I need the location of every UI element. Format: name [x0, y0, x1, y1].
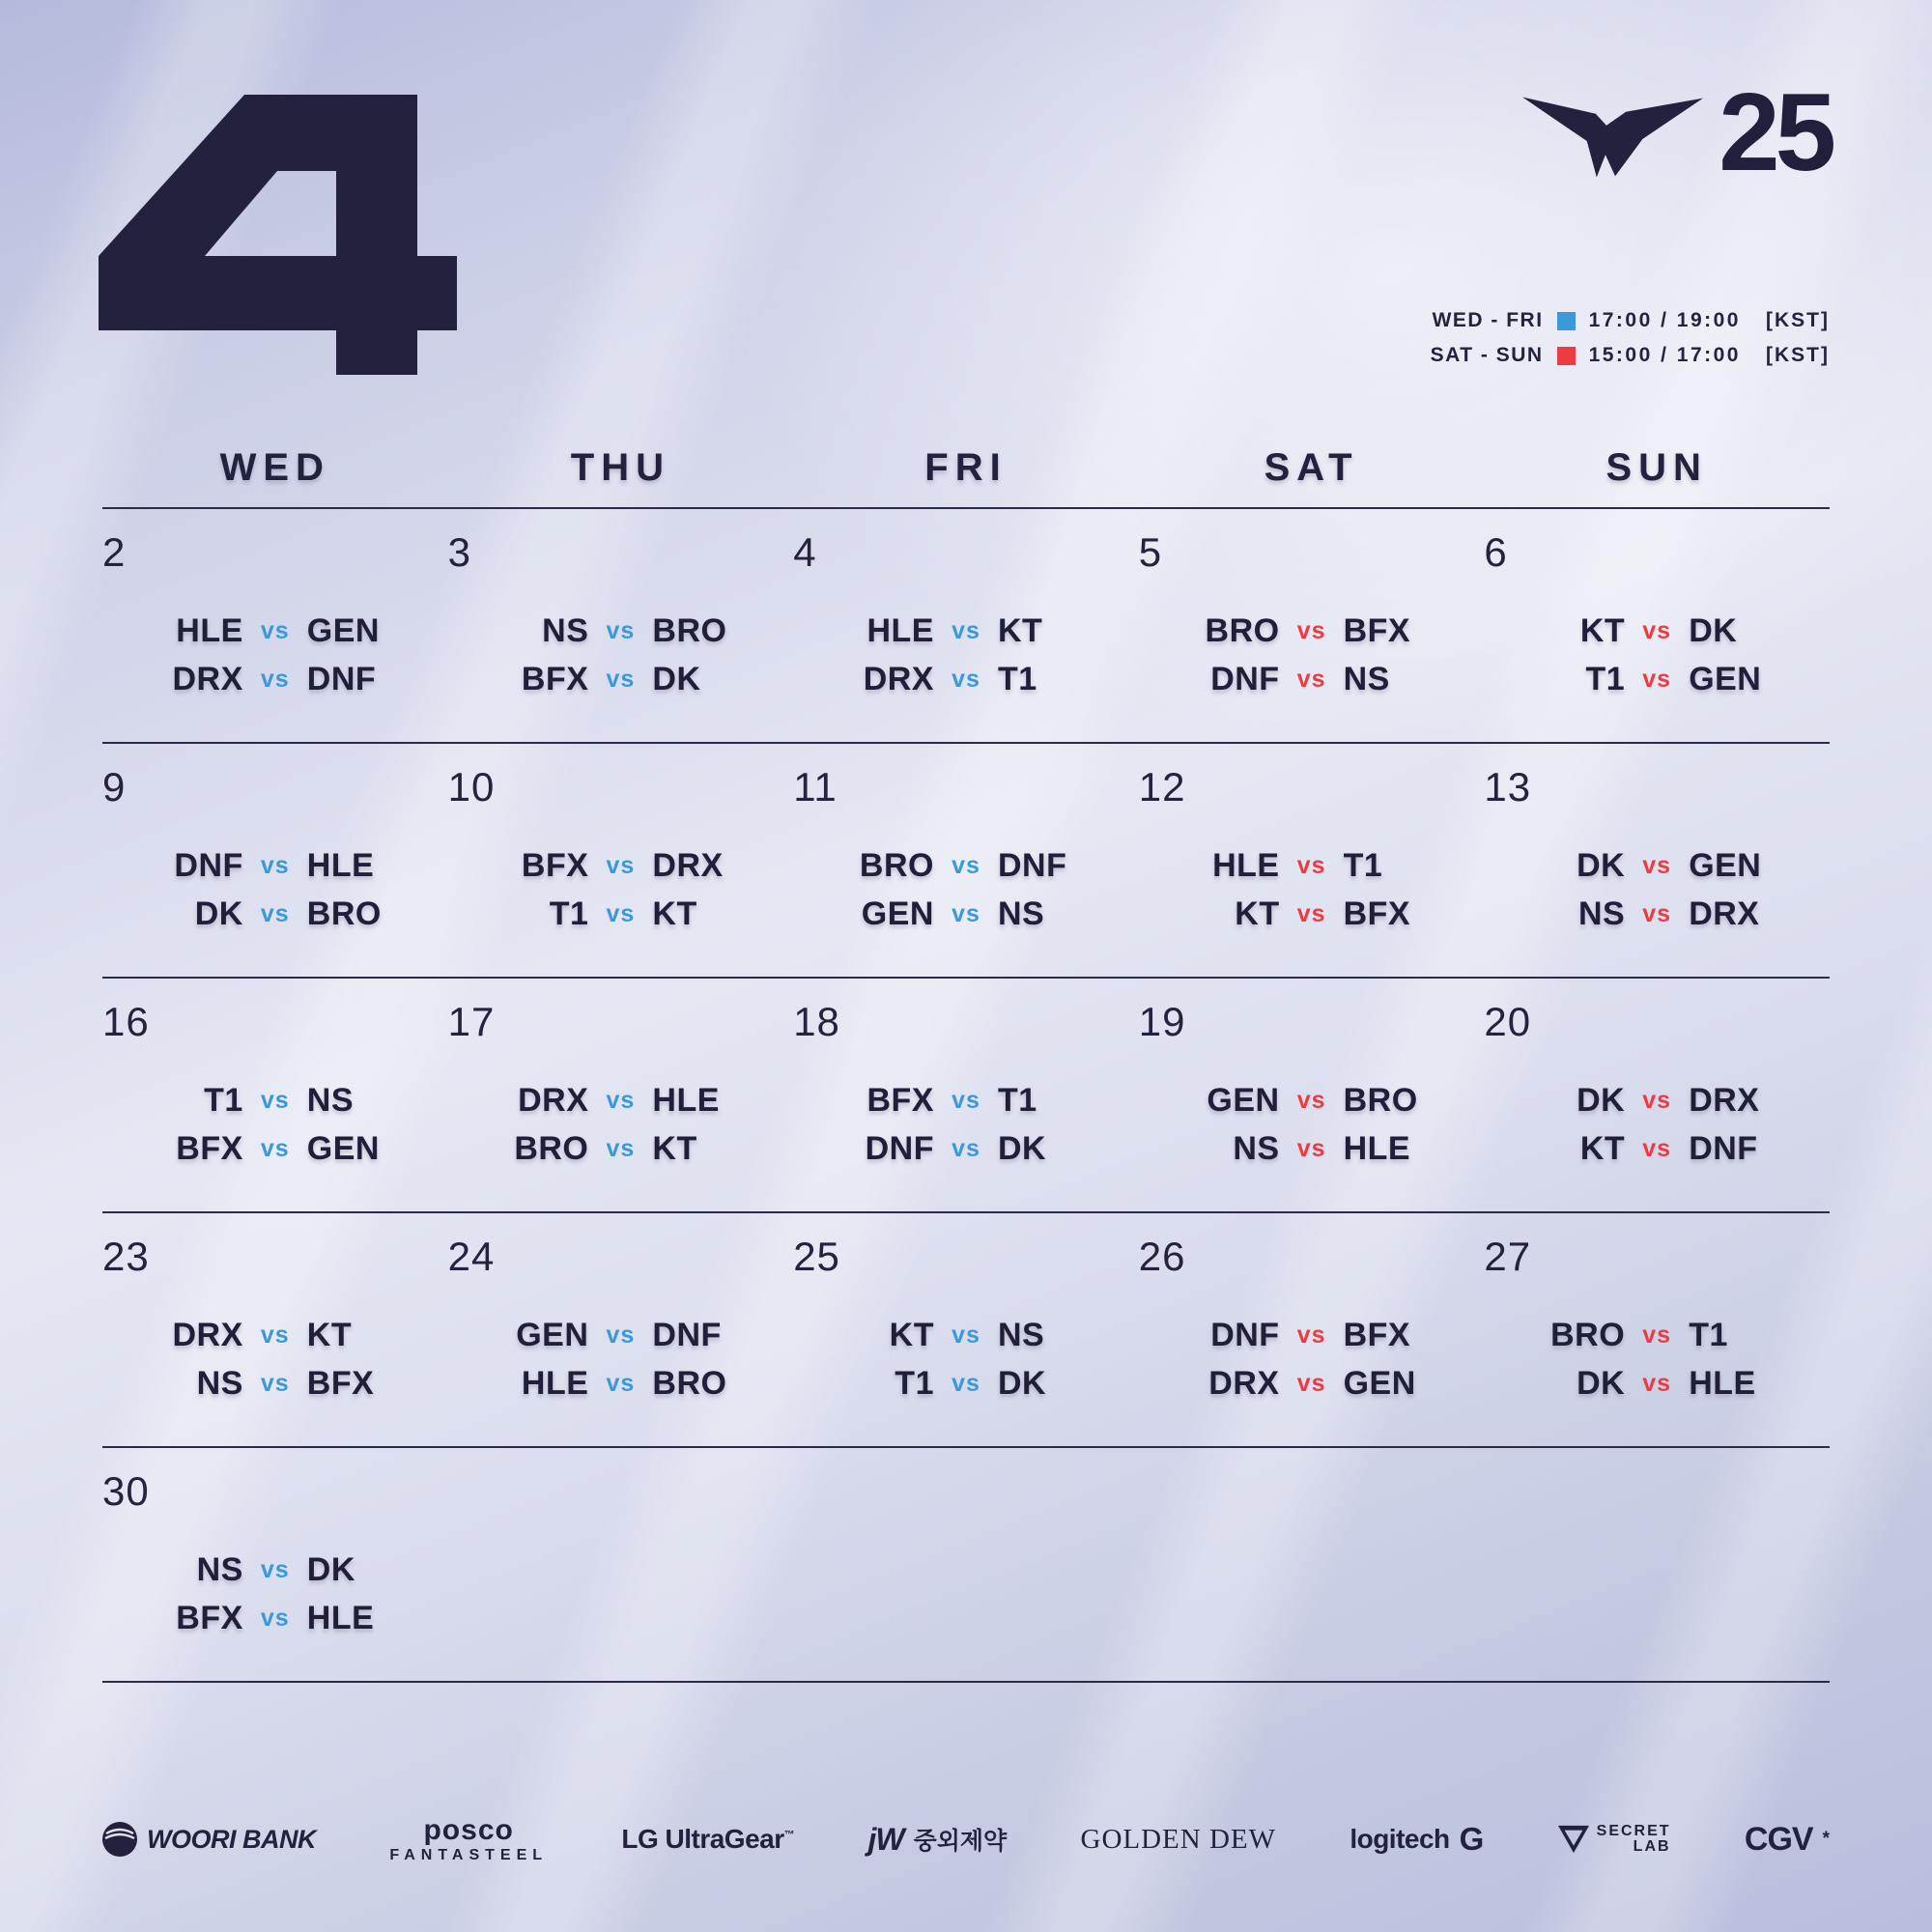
- vs-label: vs: [260, 1321, 290, 1349]
- team-right: DRX: [1689, 895, 1760, 933]
- golden-dew-wordmark: GOLDEN DEW: [1080, 1823, 1276, 1855]
- match-list: [1139, 613, 1485, 698]
- match-row: [1484, 662, 1830, 697]
- day-cell: [1139, 509, 1485, 742]
- vs-label: vs: [1296, 851, 1326, 879]
- team-left: BRO: [1205, 612, 1280, 649]
- team-left: KT: [889, 1317, 934, 1353]
- team-right: T1: [1689, 1317, 1728, 1353]
- date-label: 3: [447, 529, 471, 575]
- vs-label: vs: [952, 1086, 980, 1114]
- secretlab-wordmark-line2: LAB: [1633, 1838, 1671, 1855]
- weekday-header-fri: FRI: [924, 446, 1008, 489]
- team-left: DRX: [172, 661, 243, 698]
- match-row: [102, 1318, 448, 1353]
- match-row: [448, 1131, 794, 1167]
- team-left: HLE: [176, 612, 243, 649]
- team-left: DK: [194, 895, 243, 933]
- match-row: [1484, 1318, 1830, 1353]
- date-label: 20: [1484, 999, 1532, 1044]
- schedule-calendar: [102, 446, 1830, 1683]
- team-left: BRO: [859, 847, 934, 884]
- date-label: 26: [1138, 1234, 1186, 1279]
- posco-wordmark: posco: [423, 1813, 514, 1846]
- day-cell: [1484, 744, 1830, 977]
- trademark-symbol: ™: [783, 1829, 795, 1841]
- woori-bank-wordmark: WOORI BANK: [147, 1824, 316, 1854]
- lg-mark: LG: [621, 1824, 659, 1854]
- week-row: [102, 1448, 1830, 1683]
- date-label: 2: [102, 529, 127, 575]
- match-row: [793, 848, 1139, 884]
- match-list: [102, 613, 448, 698]
- date-label: 6: [1484, 529, 1508, 575]
- match-list: [102, 1552, 448, 1637]
- match-list: [1139, 848, 1485, 933]
- day-cell: [793, 979, 1139, 1211]
- team-right: KT: [306, 1317, 353, 1353]
- vs-label: vs: [1642, 1086, 1672, 1114]
- vs-label: vs: [1642, 1135, 1672, 1163]
- sponsor-logo-logitech-g: [1350, 1821, 1484, 1858]
- match-list: [793, 1318, 1139, 1403]
- vs-label: vs: [260, 1086, 290, 1114]
- legend-days-label: WED - FRI: [1432, 309, 1544, 331]
- day-cell: [793, 1213, 1139, 1446]
- vs-label: vs: [260, 1135, 290, 1163]
- team-right: DK: [306, 1551, 355, 1588]
- match-list: [1484, 613, 1830, 698]
- match-row: [102, 1552, 448, 1588]
- day-cell: [102, 509, 448, 742]
- match-list: [1484, 1083, 1830, 1168]
- match-list: [102, 848, 448, 933]
- match-list: [1139, 1318, 1485, 1403]
- match-row: [793, 1083, 1139, 1119]
- legend-times-label: 17:00 / 19:00: [1588, 309, 1741, 331]
- match-row: [1484, 848, 1830, 884]
- vs-label: vs: [1296, 616, 1326, 644]
- team-right: DK: [652, 661, 701, 698]
- match-row: [793, 1318, 1139, 1353]
- vs-label: vs: [1642, 900, 1672, 928]
- team-right: HLE: [306, 1600, 375, 1637]
- sponsor-bar: [102, 1793, 1830, 1886]
- match-row: [448, 613, 794, 649]
- sponsor-logo-golden-dew: [1081, 1824, 1276, 1856]
- team-left: KT: [1235, 895, 1280, 933]
- legend-row-weekend: [1430, 344, 1830, 367]
- vs-label: vs: [260, 1555, 290, 1583]
- day-cell: [102, 1213, 448, 1446]
- week-row: [102, 744, 1830, 979]
- team-right: HLE: [652, 1082, 720, 1119]
- team-right: HLE: [1689, 1365, 1756, 1403]
- team-right: NS: [306, 1082, 355, 1119]
- weekday-header-row: [102, 446, 1830, 509]
- legend-timezone-label: [KST]: [1766, 309, 1830, 331]
- team-right: GEN: [1343, 1365, 1416, 1403]
- team-right: T1: [997, 1082, 1037, 1119]
- vs-label: vs: [606, 900, 636, 928]
- team-right: BRO: [652, 612, 727, 649]
- day-cell: [102, 744, 448, 977]
- vs-label: vs: [606, 1086, 636, 1114]
- team-left: GEN: [861, 895, 934, 933]
- team-left: DNF: [1210, 1317, 1280, 1353]
- team-right: HLE: [306, 847, 375, 884]
- match-row: [793, 613, 1139, 649]
- sponsor-logo-lg-ultragear: [621, 1824, 794, 1855]
- team-left: NS: [542, 612, 589, 649]
- team-left: NS: [1233, 1130, 1280, 1168]
- match-row: [1139, 848, 1485, 884]
- date-label: 4: [793, 529, 817, 575]
- logo-year-label: 25: [1719, 71, 1832, 194]
- match-row: [102, 613, 448, 649]
- vs-label: vs: [1296, 900, 1326, 928]
- date-label: 13: [1484, 764, 1532, 810]
- team-left: HLE: [867, 612, 934, 649]
- date-label: 11: [793, 764, 838, 810]
- vs-label: vs: [1642, 851, 1672, 879]
- team-right: DK: [1689, 612, 1738, 649]
- sponsor-logo-jw-pharma: [867, 1822, 1007, 1858]
- match-list: [102, 1083, 448, 1168]
- date-label: 23: [102, 1234, 150, 1279]
- date-label: 25: [793, 1234, 840, 1279]
- legend-color-swatch-blue: [1557, 312, 1576, 330]
- vs-label: vs: [260, 1370, 290, 1398]
- secretlab-triangle-icon: [1558, 1825, 1589, 1854]
- match-row: [1484, 1083, 1830, 1119]
- team-left: DK: [1577, 1082, 1626, 1119]
- team-left: GEN: [516, 1317, 589, 1353]
- team-right: T1: [1343, 847, 1383, 884]
- jw-korean-wordmark: 중외제약: [913, 1828, 1008, 1855]
- team-right: NS: [1343, 661, 1390, 698]
- team-left: DNF: [865, 1130, 934, 1168]
- vs-label: vs: [260, 616, 290, 644]
- match-row: [793, 1366, 1139, 1402]
- day-cell: [793, 1448, 1139, 1681]
- match-list: [102, 1318, 448, 1403]
- team-right: KT: [652, 895, 697, 933]
- team-right: DRX: [1689, 1082, 1760, 1119]
- team-left: KT: [1579, 612, 1626, 649]
- match-row: [793, 1131, 1139, 1167]
- weekday-header-thu: THU: [570, 446, 670, 489]
- team-right: GEN: [306, 612, 380, 649]
- team-left: BFX: [176, 1130, 243, 1168]
- team-right: DNF: [1689, 1130, 1758, 1168]
- month-numeral-4: [99, 95, 457, 375]
- vs-label: vs: [952, 1370, 980, 1398]
- vs-label: vs: [606, 1135, 636, 1163]
- vs-label: vs: [260, 666, 290, 694]
- vs-label: vs: [1296, 1135, 1326, 1163]
- day-cell: [448, 1213, 794, 1446]
- date-label: 27: [1484, 1234, 1532, 1279]
- match-row: [1484, 1131, 1830, 1167]
- vs-label: vs: [606, 1370, 636, 1398]
- cgv-star-mark: *: [1822, 1829, 1830, 1849]
- vs-label: vs: [1296, 1370, 1326, 1398]
- team-left: DK: [1577, 847, 1626, 884]
- match-list: [793, 613, 1139, 698]
- weekday-header-wed: WED: [219, 446, 330, 489]
- day-cell: [1484, 1213, 1830, 1446]
- match-row: [448, 896, 794, 932]
- vs-label: vs: [1296, 1086, 1326, 1114]
- match-row: [448, 1318, 794, 1353]
- match-list: [1484, 848, 1830, 933]
- team-left: DNF: [174, 847, 243, 884]
- vs-label: vs: [606, 851, 636, 879]
- match-row: [102, 1366, 448, 1402]
- vs-label: vs: [952, 1135, 980, 1163]
- cgv-wordmark: CGV: [1744, 1820, 1813, 1858]
- vs-label: vs: [1296, 666, 1326, 694]
- date-label: 16: [102, 999, 150, 1044]
- team-left: DRX: [863, 661, 934, 698]
- team-left: DRX: [518, 1082, 589, 1119]
- logitech-g-mark: G: [1459, 1821, 1485, 1857]
- team-right: BRO: [652, 1365, 727, 1403]
- match-row: [793, 662, 1139, 697]
- day-cell: [102, 1448, 448, 1681]
- match-row: [793, 896, 1139, 932]
- team-right: NS: [997, 895, 1045, 933]
- team-left: KT: [1579, 1130, 1626, 1168]
- match-list: [448, 848, 794, 933]
- team-left: T1: [549, 895, 589, 933]
- match-time-legend: [1430, 309, 1830, 367]
- sponsor-logo-posco-fantasteel: [389, 1813, 549, 1863]
- week-row: [102, 1213, 1830, 1448]
- day-cell: [793, 509, 1139, 742]
- date-label: 5: [1138, 529, 1163, 575]
- team-right: BRO: [306, 895, 382, 933]
- team-left: DK: [1577, 1365, 1626, 1403]
- week-row: [102, 509, 1830, 744]
- sponsor-logo-woori-bank: [102, 1822, 316, 1857]
- team-left: BFX: [176, 1600, 243, 1637]
- day-cell: [793, 744, 1139, 977]
- vs-label: vs: [260, 1605, 290, 1633]
- date-label: 24: [447, 1234, 496, 1279]
- vs-label: vs: [606, 1321, 636, 1349]
- vs-label: vs: [606, 666, 636, 694]
- match-row: [102, 1601, 448, 1636]
- match-row: [448, 1083, 794, 1119]
- team-left: T1: [1585, 661, 1626, 698]
- vs-label: vs: [952, 616, 980, 644]
- weekday-header-sun: SUN: [1605, 446, 1708, 489]
- team-left: GEN: [1207, 1082, 1280, 1119]
- team-left: BRO: [514, 1130, 589, 1168]
- vs-label: vs: [952, 851, 980, 879]
- week-row: [102, 979, 1830, 1213]
- vs-label: vs: [952, 900, 980, 928]
- team-right: T1: [997, 661, 1037, 698]
- team-right: KT: [652, 1130, 697, 1168]
- vs-label: vs: [1642, 1370, 1672, 1398]
- vs-label: vs: [260, 851, 290, 879]
- team-right: DNF: [652, 1317, 722, 1353]
- team-left: BFX: [521, 847, 589, 884]
- logitech-wordmark: logitech: [1350, 1824, 1450, 1854]
- date-label: 19: [1138, 999, 1186, 1044]
- match-row: [1139, 1366, 1485, 1402]
- weekday-header-sat: SAT: [1264, 446, 1359, 489]
- league-logo: [1521, 71, 1832, 194]
- match-row: [102, 1131, 448, 1167]
- match-row: [1139, 613, 1485, 649]
- team-right: BFX: [306, 1365, 375, 1403]
- match-list: [793, 848, 1139, 933]
- match-row: [1484, 896, 1830, 932]
- day-cell: [1139, 979, 1485, 1211]
- date-label: 12: [1138, 764, 1186, 810]
- vs-label: vs: [1296, 1321, 1326, 1349]
- team-right: DK: [997, 1365, 1047, 1403]
- vs-label: vs: [260, 900, 290, 928]
- match-list: [793, 1083, 1139, 1168]
- legend-color-swatch-red: [1557, 347, 1576, 365]
- team-right: GEN: [1689, 661, 1762, 698]
- team-right: BFX: [1343, 1317, 1411, 1353]
- team-right: BFX: [1343, 895, 1411, 933]
- day-cell: [448, 509, 794, 742]
- team-left: NS: [196, 1551, 243, 1588]
- team-left: HLE: [1212, 847, 1280, 884]
- legend-days-label: SAT - SUN: [1430, 344, 1544, 366]
- team-right: NS: [997, 1317, 1045, 1353]
- team-left: HLE: [521, 1365, 589, 1403]
- lck-bird-icon: [1521, 96, 1703, 179]
- date-label: 17: [447, 999, 496, 1044]
- day-cell: [1139, 1213, 1485, 1446]
- team-left: DRX: [1208, 1365, 1280, 1403]
- match-row: [102, 848, 448, 884]
- day-cell: [1139, 1448, 1485, 1681]
- team-right: DRX: [652, 847, 724, 884]
- match-row: [448, 848, 794, 884]
- vs-label: vs: [952, 1321, 980, 1349]
- calendar-weeks: [102, 509, 1830, 1683]
- ultragear-wordmark: UltraGear: [665, 1824, 784, 1854]
- secretlab-wordmark-line1: SECRET: [1596, 1823, 1671, 1839]
- match-list: [1139, 1083, 1485, 1168]
- vs-label: vs: [606, 616, 636, 644]
- team-left: T1: [895, 1365, 934, 1403]
- day-cell: [1139, 744, 1485, 977]
- date-label: 9: [102, 764, 127, 810]
- team-right: BRO: [1343, 1082, 1418, 1119]
- team-left: BFX: [521, 661, 589, 698]
- day-cell: [102, 979, 448, 1211]
- team-left: DRX: [172, 1317, 243, 1353]
- woori-bank-icon: [102, 1822, 137, 1857]
- legend-row-weekday: [1430, 309, 1830, 332]
- sponsor-logo-cgv: [1745, 1821, 1830, 1859]
- vs-label: vs: [1642, 1321, 1672, 1349]
- date-label: 30: [102, 1468, 150, 1514]
- day-cell: [448, 979, 794, 1211]
- vs-label: vs: [952, 666, 980, 694]
- team-right: BFX: [1343, 612, 1411, 649]
- team-right: GEN: [1689, 847, 1762, 884]
- match-row: [1139, 896, 1485, 932]
- match-row: [1484, 613, 1830, 649]
- match-list: [448, 613, 794, 698]
- match-row: [102, 896, 448, 932]
- day-cell: [1484, 509, 1830, 742]
- date-label: 18: [793, 999, 840, 1044]
- day-cell: [1484, 979, 1830, 1211]
- match-list: [448, 1083, 794, 1168]
- team-right: HLE: [1343, 1130, 1411, 1168]
- day-cell: [1484, 1448, 1830, 1681]
- match-row: [102, 1083, 448, 1119]
- match-row: [1139, 662, 1485, 697]
- team-right: DNF: [997, 847, 1067, 884]
- team-left: T1: [204, 1082, 243, 1119]
- day-cell: [448, 1448, 794, 1681]
- match-row: [1139, 1131, 1485, 1167]
- match-row: [448, 1366, 794, 1402]
- date-label: 10: [447, 764, 496, 810]
- team-left: NS: [196, 1365, 243, 1403]
- match-row: [102, 662, 448, 697]
- match-row: [1139, 1083, 1485, 1119]
- team-right: GEN: [306, 1130, 380, 1168]
- team-left: NS: [1577, 895, 1626, 933]
- team-right: DK: [997, 1130, 1047, 1168]
- sponsor-logo-secretlab: [1558, 1824, 1671, 1855]
- vs-label: vs: [1642, 666, 1672, 694]
- team-left: BFX: [867, 1082, 934, 1119]
- team-left: BRO: [1550, 1317, 1626, 1353]
- match-list: [1484, 1318, 1830, 1403]
- match-row: [1484, 1366, 1830, 1402]
- month-4-shape: [99, 95, 457, 375]
- day-cell: [448, 744, 794, 977]
- match-row: [448, 662, 794, 697]
- team-left: DNF: [1210, 661, 1280, 698]
- match-list: [448, 1318, 794, 1403]
- jw-mark: jW: [867, 1821, 904, 1857]
- match-row: [1139, 1318, 1485, 1353]
- fantasteel-wordmark: FANTASTEEL: [389, 1846, 549, 1863]
- vs-label: vs: [1642, 616, 1672, 644]
- team-right: DNF: [306, 661, 377, 698]
- legend-timezone-label: [KST]: [1766, 344, 1830, 366]
- team-right: KT: [997, 612, 1043, 649]
- legend-times-label: 15:00 / 17:00: [1588, 344, 1741, 366]
